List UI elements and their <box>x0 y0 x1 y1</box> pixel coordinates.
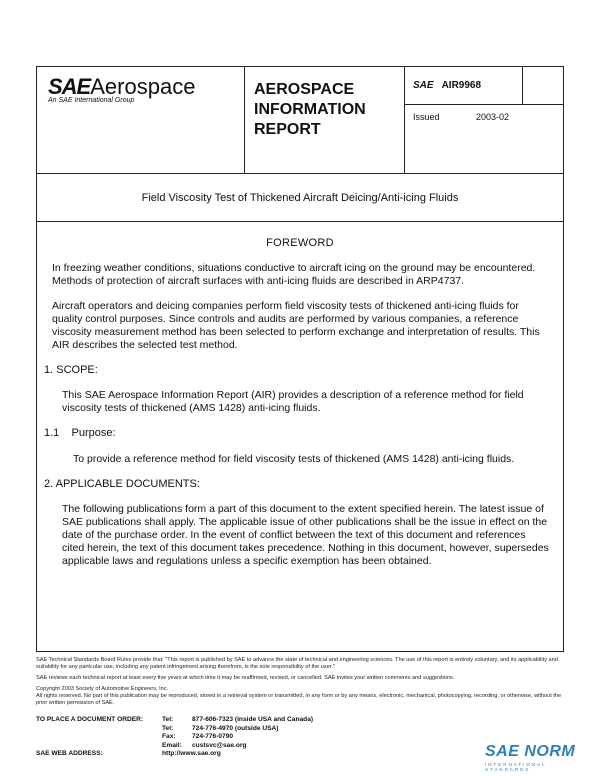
sae-aerospace-logo: SAEAerospace <box>48 74 196 99</box>
applicable-documents-heading: 2. APPLICABLE DOCUMENTS: <box>44 478 200 490</box>
tel-label: Tel: <box>162 716 174 723</box>
scope-text: This SAE Aerospace Information Report (AIR) provides a description of a reference method for field viscosity tests of thickened (AMS 1428) anti-icing fluids. <box>62 389 524 414</box>
rights-statement: All rights reserved. No part of this publication may be reproduced, stored in a retrieval system or transmitted, in any form or by any means, electronic, mechanical, photocopying, recording, or otherwise, without the prior written permission of SAE. <box>36 693 562 706</box>
foreword-paragraph-2: Aircraft operators and deicing companies perform field viscosity tests of thickened anti-icing fluids for quality control purposes. Since controls and audits are performed by various companies, a reference viscosity measurement method has been selected to perform exchange and interpretation of results. This AIR describes the selected test method. <box>52 300 540 351</box>
foreword-paragraph-1: In freezing weather conditions, situations conductive to aircraft icing on the ground may be encountered. Methods of protection of aircraft surfaces with anti-icing fluids are described in ARP4737. <box>52 262 536 287</box>
document-number: SAE AIR9968 <box>413 80 482 91</box>
purpose-text: To provide a reference method for field viscosity tests of thickened (AMS 1428) anti-icing fluids. <box>73 453 515 465</box>
tel2-label: Tel: <box>162 724 174 732</box>
logo-subtitle: An SAE International Group <box>48 97 135 104</box>
report-type-title: AEROSPACE INFORMATION REPORT <box>254 81 366 138</box>
scope-heading: 1. SCOPE: <box>44 364 98 376</box>
header-divider-3 <box>522 66 523 104</box>
tel-outside-usa: 724-776-4970 (outside USA) <box>192 724 279 732</box>
applicable-documents-text: The following publications form a part of this document to the extent specified herein. The latest issue of SAE publications shall apply. The applicable issue of other publications shall be the issue in effect on the date of the purchase order. In the event of conflict between the text of this document and references cited herein, the text of this document takes precedence. Nothing in this document, however, supersedes applicable laws and regulations unless a specific exemption has been obtained. <box>62 503 549 567</box>
web-label: SAE WEB ADDRESS: <box>36 750 103 757</box>
rules-statement: SAE Technical Standards Board Rules provide that: "This report is published by SAE to advance the state of technical and engineering sciences. The use of this report is entirely voluntary, and its applicability and suitability for any particular use, including any patent infringement arising therefrom, is the sole responsibility of the user." <box>36 657 558 670</box>
sae-mini-logo: SAE <box>413 80 434 91</box>
foreword-heading: FOREWORD <box>266 237 334 249</box>
header-divider-2 <box>404 66 405 174</box>
fax-label: Fax: <box>162 733 176 740</box>
web-address[interactable]: http://www.sae.org <box>162 750 221 757</box>
copyright-line: Copyright 2003 Society of Automotive Engineers, Inc. <box>36 686 169 692</box>
review-statement: SAE reviews each technical report at least every five years at which time it may be reaffirmed, revised, or cancelled. SAE invites your written comments and suggestions. <box>36 675 455 681</box>
header-divider-1 <box>244 66 245 174</box>
email-label: Email: <box>162 741 182 749</box>
tel-inside-usa: 877-606-7323 (inside USA and Canada) <box>192 716 314 723</box>
sae-norm-watermark: SAE NORM <box>485 743 576 760</box>
issued-label: Issued <box>413 112 440 122</box>
order-label: TO PLACE A DOCUMENT ORDER: <box>36 716 144 723</box>
fax-number: 724-776-0790 <box>192 733 234 740</box>
issued-date: 2003-02 <box>476 112 510 122</box>
sae-norm-watermark-subtitle: INTERNATIONAL · STANDARDS <box>485 762 554 772</box>
document-title: Field Viscosity Test of Thickened Aircraft Deicing/Anti-icing Fluids <box>141 192 459 204</box>
header-divider-4 <box>404 104 564 105</box>
purpose-heading: 1.1 Purpose: <box>44 427 116 439</box>
email-address[interactable]: custsvc@sae.org <box>192 741 247 749</box>
